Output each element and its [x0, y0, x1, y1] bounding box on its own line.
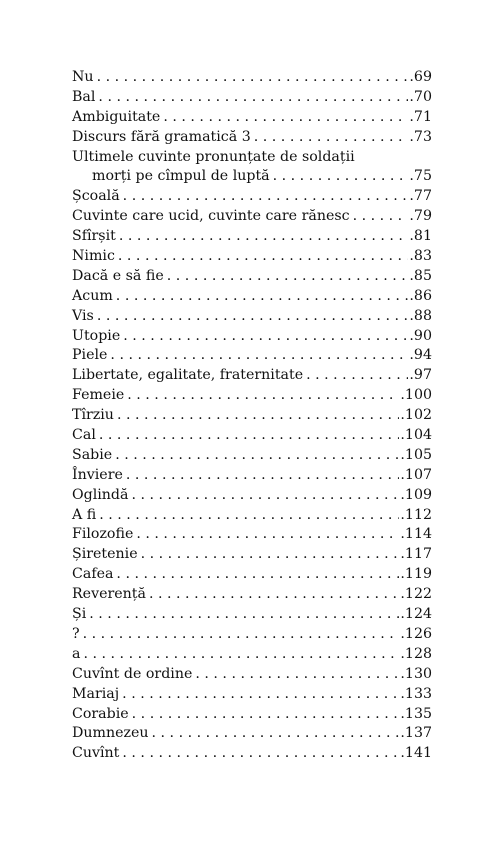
toc-dot-leader [273, 167, 409, 187]
toc-entry-page: .128 [400, 645, 432, 662]
toc-entry-title: Școală [72, 188, 120, 205]
toc-entry [72, 665, 432, 685]
toc-entry [72, 247, 432, 267]
toc-entry-page: .119 [400, 566, 432, 583]
toc-entry-title: Mariaj [72, 685, 120, 702]
toc-entry [72, 744, 432, 764]
toc-dot-leader [83, 625, 400, 645]
toc-entry-page: .94 [409, 347, 432, 364]
toc-entry [72, 724, 432, 744]
toc-dot-leader [98, 88, 408, 108]
toc-entry [72, 128, 432, 148]
toc-entry-page: .122 [400, 586, 432, 603]
toc-entry-page: .85 [409, 267, 432, 284]
toc-entry-title: Șiretenie [72, 546, 138, 563]
toc-entry-title: Nimic [72, 248, 115, 265]
toc-dot-leader [132, 705, 400, 725]
toc-entry-title: A fi [72, 506, 97, 523]
toc-dot-leader [123, 187, 409, 207]
toc-dot-leader [116, 565, 399, 585]
table-of-contents [72, 68, 432, 764]
toc-entry-title-line: Ultimele cuvinte pronunțate de soldații [72, 148, 355, 165]
toc-entry-title: morți pe cîmpul de luptă [92, 168, 270, 185]
toc-entry-page: .112 [400, 506, 432, 523]
toc-dot-leader [136, 525, 399, 545]
toc-entry-title: Sabie [72, 446, 113, 463]
toc-entry-page: .126 [400, 625, 432, 642]
toc-entry-page: .133 [400, 685, 432, 702]
toc-entry-page: .104 [400, 427, 432, 444]
toc-dot-leader [115, 446, 399, 466]
toc-entry-page: .100 [400, 387, 432, 404]
toc-dot-leader [149, 585, 399, 605]
toc-entry [72, 446, 432, 466]
toc-entry-page: .86 [409, 287, 432, 304]
toc-dot-leader [127, 386, 399, 406]
toc-entry [72, 565, 432, 585]
toc-entry-page: .137 [400, 725, 432, 742]
toc-entry-page: .81 [409, 228, 432, 245]
toc-entry [72, 346, 432, 366]
toc-entry [72, 167, 432, 187]
toc-entry-title: Nu [72, 69, 94, 85]
toc-dot-leader [99, 426, 400, 446]
toc-entry-page: .141 [400, 745, 432, 762]
toc-entry-title: Vis [72, 307, 94, 324]
toc-dot-leader [97, 307, 409, 327]
toc-entry-page: .114 [400, 526, 432, 543]
toc-entry-page: .102 [400, 407, 432, 424]
toc-entry-page: .124 [400, 606, 432, 623]
toc-dot-leader [254, 128, 409, 148]
toc-dot-leader [117, 406, 399, 426]
toc-dot-leader [118, 247, 409, 267]
toc-entry-page: .73 [409, 128, 432, 145]
toc-entry [72, 466, 432, 486]
toc-dot-leader [195, 665, 399, 685]
toc-entry-title: a [72, 645, 81, 662]
toc-dot-leader [353, 207, 409, 227]
toc-entry [72, 545, 432, 565]
toc-dot-leader [97, 68, 409, 88]
toc-entry-title: Oglindă [72, 486, 129, 503]
toc-entry-title: Cafea [72, 566, 114, 583]
toc-entry-title: Dumnezeu [72, 725, 149, 742]
toc-entry [72, 605, 432, 625]
toc-entry-title: Bal [72, 88, 96, 105]
toc-entry-title: Filozofie [72, 526, 134, 543]
toc-entry-title: Femeie [72, 387, 125, 404]
toc-entry [72, 307, 432, 327]
toc-entry-page: .75 [409, 168, 432, 185]
toc-dot-leader [141, 545, 400, 565]
toc-entry-title: Libertate, egalitate, fraternitate [72, 367, 304, 384]
toc-entry-page: .109 [400, 486, 432, 503]
toc-entry-title: Discurs fără gramatică 3 [72, 128, 251, 145]
toc-entry-page: .90 [409, 327, 432, 344]
toc-entry-title: Cuvinte care ucid, cuvinte care rănesc [72, 208, 350, 225]
toc-entry [72, 108, 432, 128]
toc-entry-title: Piele [72, 347, 108, 364]
toc-entry [72, 386, 432, 406]
toc-entry [72, 207, 432, 227]
toc-entry [72, 366, 432, 386]
toc-entry-title: Dacă e să fie [72, 267, 164, 284]
toc-dot-leader [99, 506, 399, 526]
toc-entry [72, 287, 432, 307]
toc-entry-title: Cuvînt de ordine [72, 665, 193, 682]
toc-entry [72, 645, 432, 665]
toc-entry-page: .130 [400, 665, 432, 682]
toc-entry-title: Ambiguitate [72, 108, 161, 125]
toc-entry [72, 525, 432, 545]
toc-entry-title: Sfîrșit [72, 228, 116, 245]
toc-dot-leader [122, 685, 399, 705]
toc-entry-page: .88 [409, 307, 432, 324]
toc-entry [72, 68, 432, 88]
toc-dot-leader [83, 645, 399, 665]
toc-dot-leader [306, 366, 408, 386]
toc-entry-page: .83 [409, 248, 432, 265]
toc-entry-title: Reverență [72, 586, 146, 603]
toc-dot-leader [122, 744, 399, 764]
toc-entry-page: .69 [409, 69, 432, 85]
toc-entry [72, 406, 432, 426]
toc-entry-title: Cal [72, 427, 96, 444]
toc-dot-leader [119, 227, 409, 247]
toc-entry-title: Și [72, 606, 87, 623]
toc-dot-leader [163, 108, 408, 128]
toc-entry-page: .135 [400, 705, 432, 722]
toc-entry [72, 227, 432, 247]
toc-entry [72, 88, 432, 108]
toc-entry-title: Tîrziu [72, 407, 114, 424]
toc-entry-page: .117 [400, 546, 432, 563]
toc-entry-title: Acum [72, 287, 113, 304]
toc-dot-leader [110, 346, 408, 366]
toc-entry-title: Utopie [72, 327, 121, 344]
toc-entry [72, 705, 432, 725]
toc-entry [72, 426, 432, 446]
toc-entry [72, 685, 432, 705]
toc-entry [72, 267, 432, 287]
toc-entry [72, 486, 432, 506]
toc-entry-title: Cuvînt [72, 745, 120, 762]
toc-entry-page: .77 [409, 188, 432, 205]
toc-entry-page: .105 [400, 446, 432, 463]
toc-dot-leader [89, 605, 399, 625]
toc-entry-page: .70 [409, 88, 432, 105]
toc-dot-leader [167, 267, 409, 287]
toc-entry [72, 585, 432, 605]
toc-dot-leader [126, 466, 400, 486]
toc-entry-title: ? [72, 625, 80, 642]
toc-dot-leader [152, 724, 400, 744]
toc-entry-title: Corabie [72, 705, 129, 722]
toc-dot-leader [123, 327, 408, 347]
toc-entry [72, 327, 432, 347]
toc-dot-leader [116, 287, 409, 307]
toc-entry [72, 506, 432, 526]
toc-dot-leader [131, 486, 399, 506]
toc-entry [72, 187, 432, 207]
toc-entry-title: Înviere [72, 466, 123, 483]
toc-entry-page: .79 [409, 208, 432, 225]
toc-entry-page: .97 [409, 367, 432, 384]
toc-entry-page: .71 [409, 108, 432, 125]
toc-entry [72, 625, 432, 645]
toc-entry-page: .107 [400, 466, 432, 483]
